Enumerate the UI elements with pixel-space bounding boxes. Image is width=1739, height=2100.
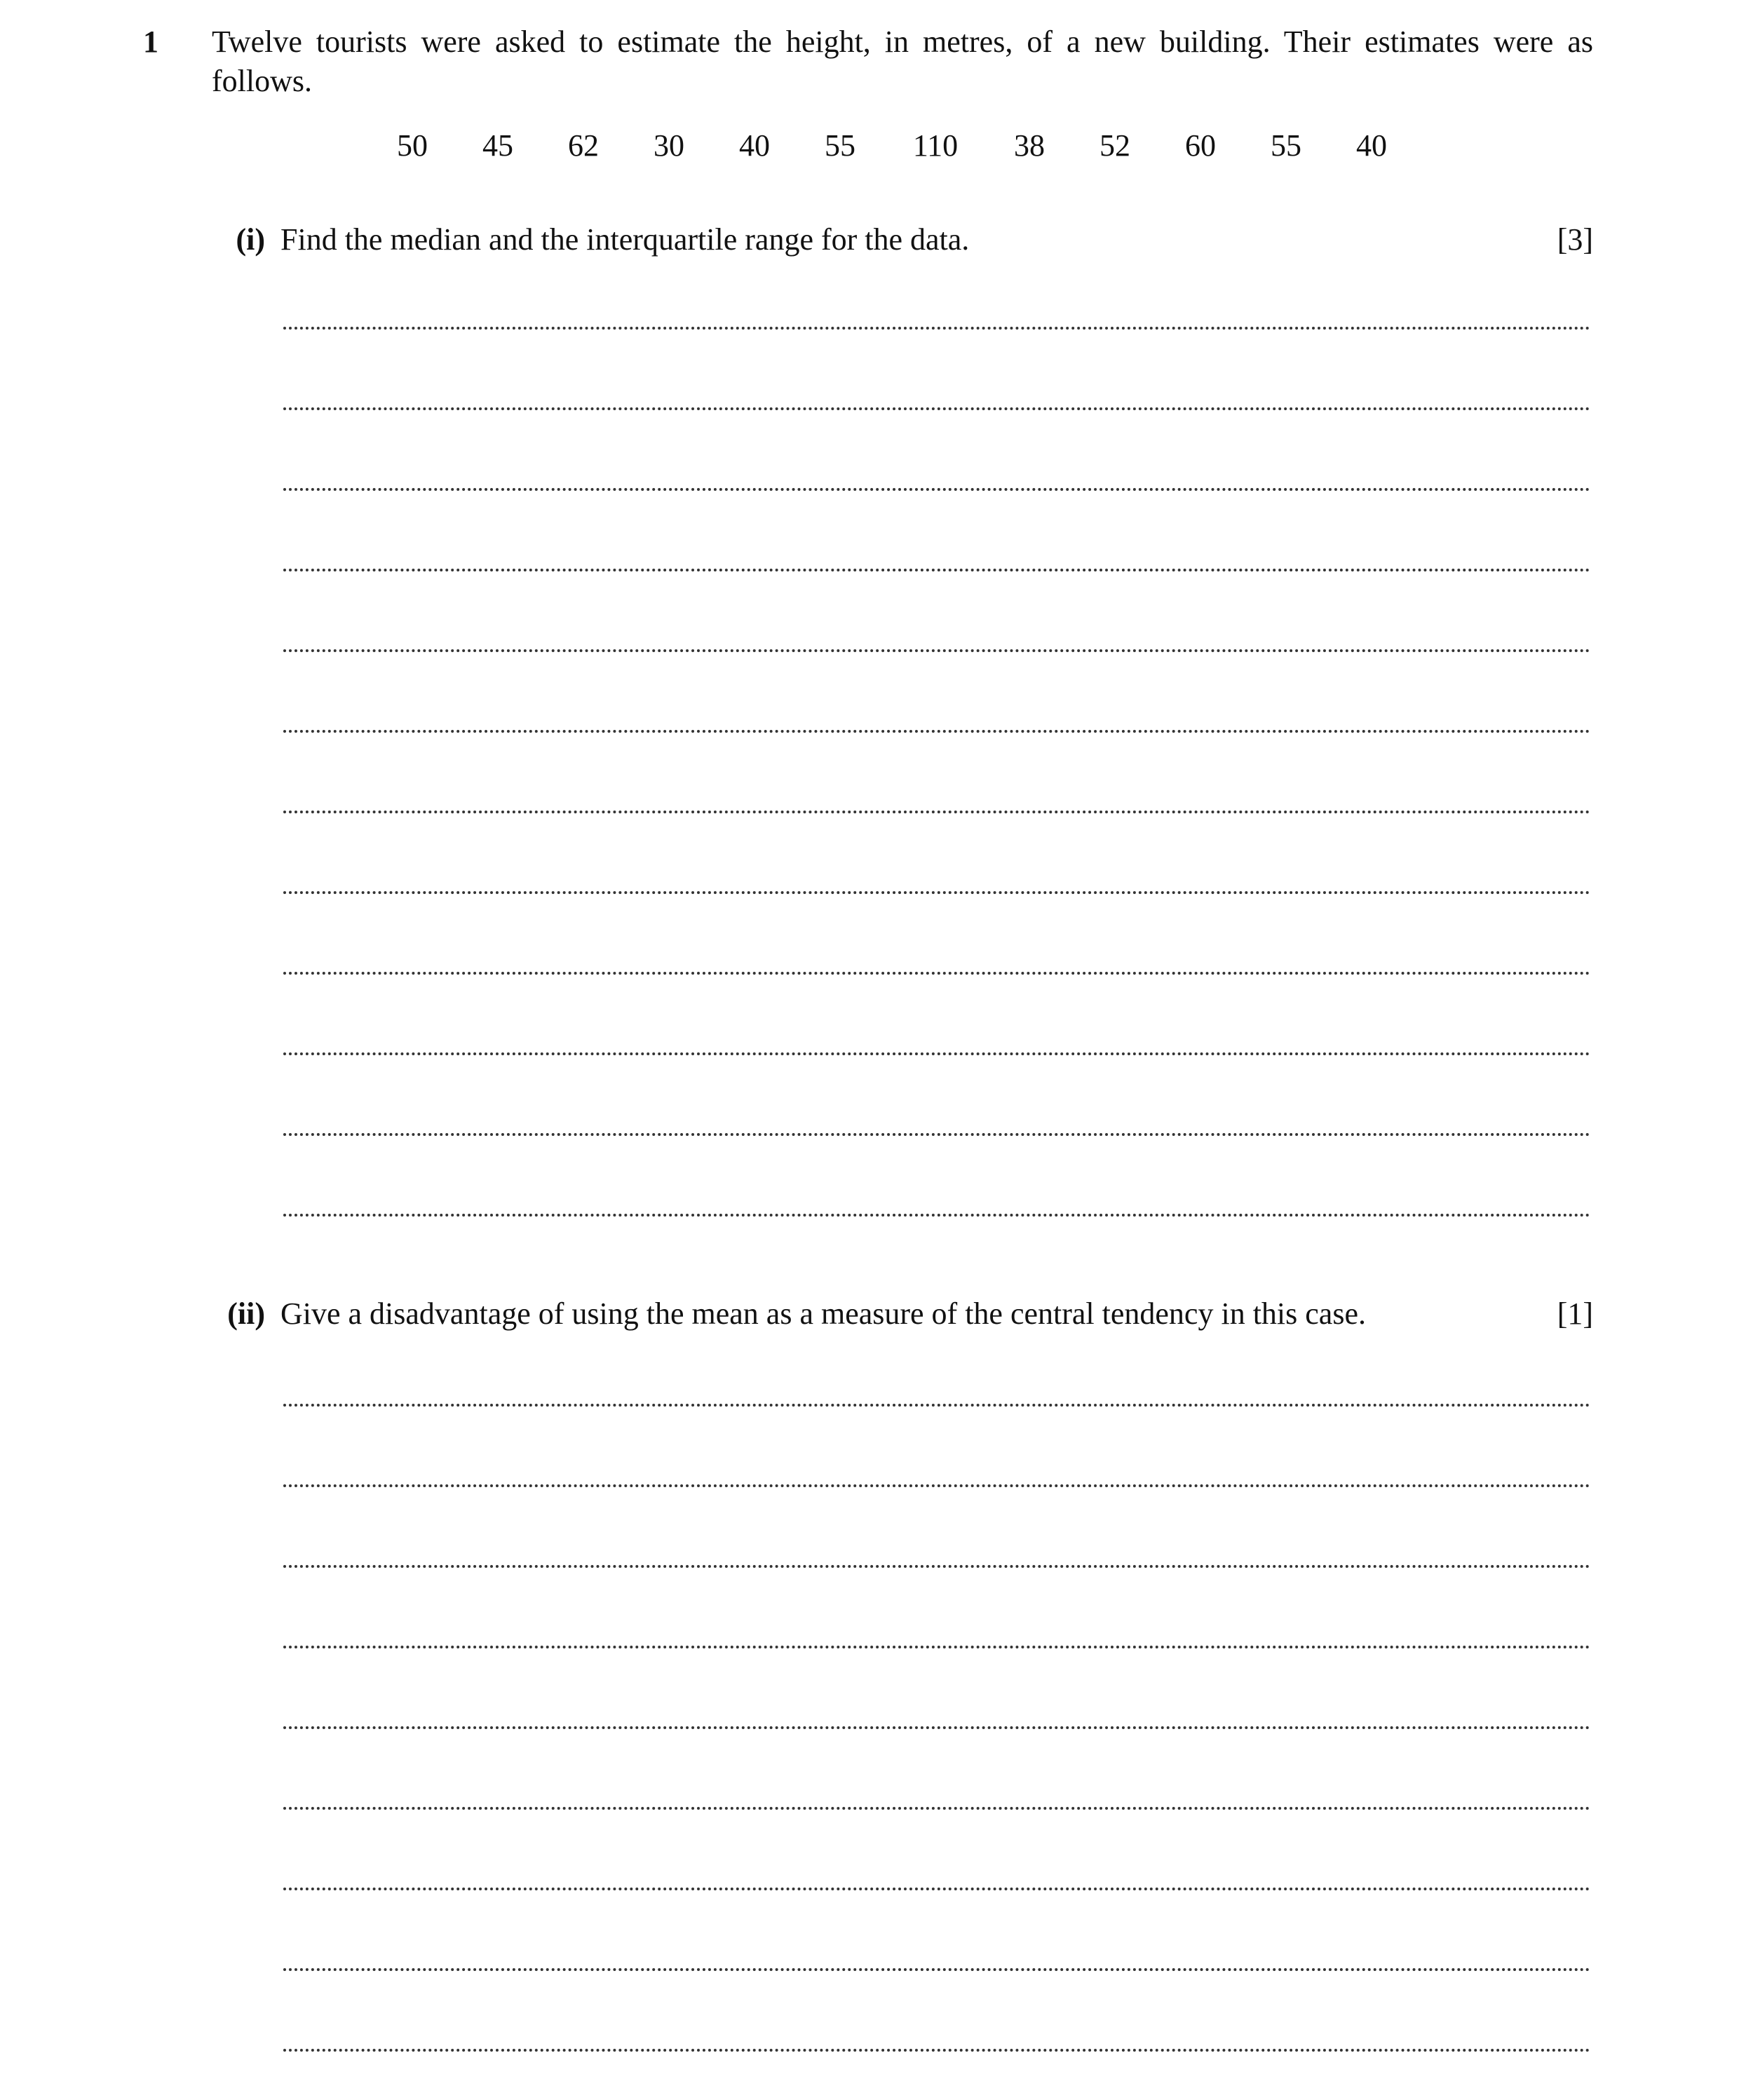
answer-line[interactable] — [283, 1484, 1590, 1487]
answer-line[interactable] — [283, 1133, 1590, 1136]
answer-line[interactable] — [283, 1968, 1590, 1971]
data-value: 55 — [825, 128, 855, 163]
data-value: 60 — [1185, 128, 1216, 163]
question-number: 1 — [143, 25, 158, 59]
answer-line[interactable] — [283, 327, 1590, 330]
data-value: 62 — [568, 128, 599, 163]
part-ii-marks: [1] — [1557, 1296, 1593, 1331]
part-i-label: (i) — [236, 222, 265, 257]
data-value: 40 — [739, 128, 770, 163]
data-values-row — [0, 126, 1739, 168]
answer-line[interactable] — [283, 1646, 1590, 1648]
part-ii-label: (ii) — [227, 1296, 265, 1331]
data-value: 110 — [912, 128, 959, 163]
data-value: 52 — [1099, 128, 1130, 163]
data-value: 45 — [482, 128, 513, 163]
answer-line[interactable] — [283, 730, 1590, 733]
data-value: 40 — [1356, 128, 1387, 163]
answer-line[interactable] — [283, 569, 1590, 571]
answer-line[interactable] — [283, 1404, 1590, 1407]
answer-line[interactable] — [283, 1052, 1590, 1055]
part-i-marks: [3] — [1557, 222, 1593, 257]
data-value: 55 — [1271, 128, 1301, 163]
answer-line[interactable] — [283, 1888, 1590, 1890]
answer-line[interactable] — [283, 2049, 1590, 2052]
data-value: 30 — [654, 128, 684, 163]
question-intro: Twelve tourists were asked to estimate the height, in metres, of a new building. Their estimates were as follows. — [212, 25, 1593, 98]
part-i-text: Find the median and the interquartile range for the data. — [280, 222, 970, 257]
answer-line[interactable] — [283, 407, 1590, 410]
answer-line[interactable] — [283, 649, 1590, 652]
answer-line[interactable] — [283, 1726, 1590, 1729]
answer-line[interactable] — [283, 891, 1590, 894]
data-value: 50 — [397, 128, 428, 163]
answer-line[interactable] — [283, 811, 1590, 813]
answer-line[interactable] — [283, 1214, 1590, 1217]
answer-line[interactable] — [283, 1565, 1590, 1568]
answer-line[interactable] — [283, 972, 1590, 975]
answer-line[interactable] — [283, 1807, 1590, 1810]
answer-line[interactable] — [283, 488, 1590, 491]
part-ii-text: Give a disadvantage of using the mean as a measure of the central tendency in this case. — [280, 1296, 1366, 1331]
data-value: 38 — [1014, 128, 1045, 163]
